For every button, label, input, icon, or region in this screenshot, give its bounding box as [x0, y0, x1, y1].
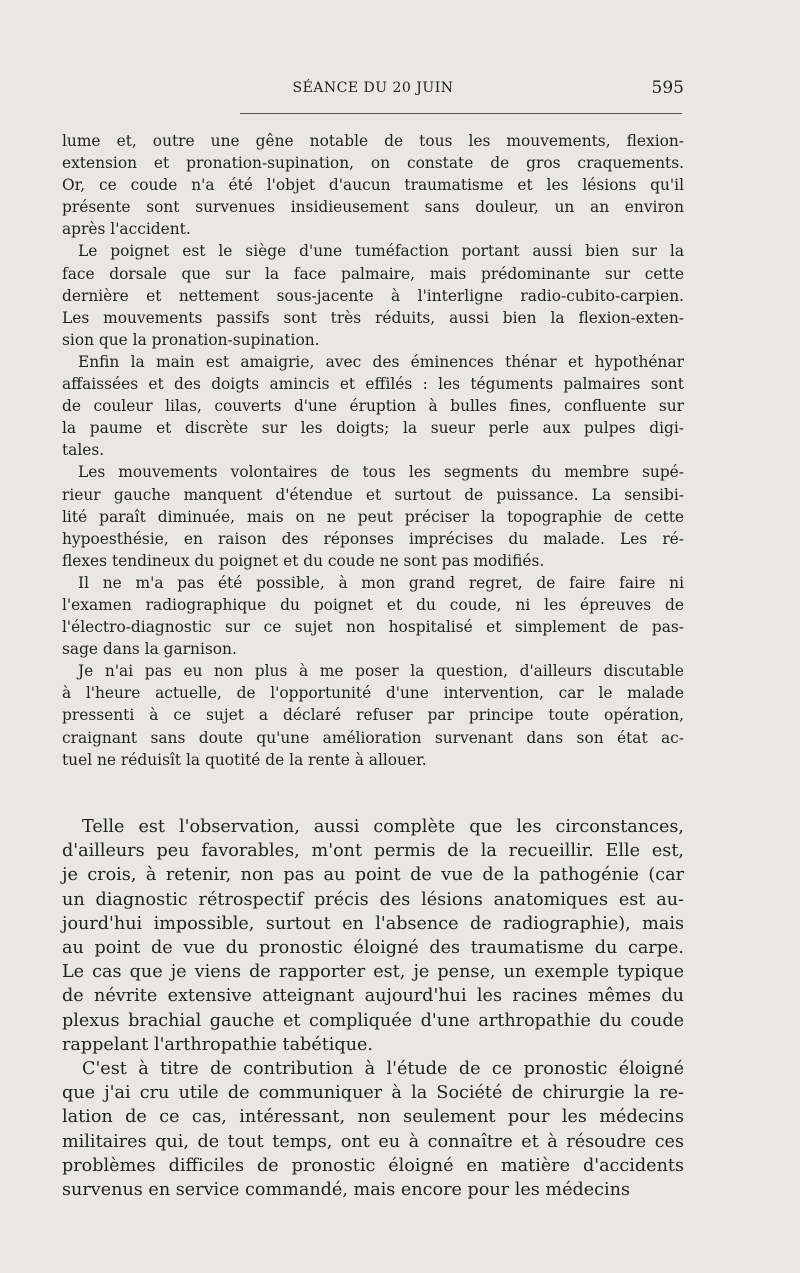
text-line: Telle est l'observation, aussi complète que les circonstances,: [82, 817, 684, 837]
text-line: Le cas que je viens de rapporter est, je pense, un exemple typique: [62, 962, 684, 983]
text-line: Les mouvements passifs sont très réduits, aussi bien la flexion-exten-: [62, 308, 684, 327]
main-text-section: [62, 815, 684, 1202]
text-line: que j'ai cru utile de communiquer à la Société de chirurgie la re-: [62, 1083, 684, 1104]
text-line: sage dans la garnison.: [62, 640, 237, 659]
text-line: tales.: [62, 441, 105, 460]
text-line: jourd'hui impossible, surtout en l'absence de radiographie), mais: [62, 913, 684, 934]
text-line: tuel ne réduisît la quotité de la rente à allouer.: [62, 750, 427, 769]
header-rule: [240, 113, 682, 114]
text-line: plexus brachial gauche et compliquée d'une arthropathie du coude: [62, 1010, 684, 1031]
text-line: Le poignet est le siège d'une tuméfaction portant aussi bien sur la: [78, 242, 684, 261]
text-line: Or, ce coude n'a été l'objet d'aucun traumatisme et les lésions qu'il: [62, 176, 684, 195]
text-line: militaires qui, de tout temps, ont eu à connaître et à résoudre ces: [62, 1131, 684, 1152]
text-line: hypoesthésie, en raison des réponses imprécises du malade. Les ré-: [62, 529, 684, 548]
paragraph: [62, 572, 684, 660]
text-line: face dorsale que sur la face palmaire, mais prédominante sur cette: [62, 264, 684, 283]
paragraph: [62, 815, 684, 1057]
text-line: lation de ce cas, intéressant, non seulement pour les médecins: [62, 1107, 684, 1128]
text-line: la paume et discrète sur les doigts; la sueur perle aux pulpes digi-: [62, 419, 684, 438]
text-line: C'est à titre de contribution à l'étude de ce pronostic éloigné: [82, 1059, 684, 1080]
paragraph: [62, 1057, 684, 1202]
paragraph: [62, 240, 684, 350]
text-line: lume et, outre une gêne notable de tous les mouvements, flexion-: [62, 132, 684, 150]
text-line: de couleur lilas, couverts d'une éruption à bulles fines, confluente sur: [62, 397, 684, 416]
page-number: 595: [651, 78, 684, 98]
text-line: survenus en service commandé, mais encore pour les médecins: [62, 1180, 630, 1201]
text-line: je crois, à retenir, non pas au point de vue de la pathogénie (car: [62, 865, 684, 886]
text-line: dernière et nettement sous-jacente à l'interligne radio-cubito-carpien.: [62, 286, 684, 305]
text-line: Les mouvements volontaires de tous les segments du membre supé-: [78, 463, 684, 482]
text-line: après l'accident.: [62, 220, 191, 239]
text-line: un diagnostic rétrospectif précis des lésions anatomiques est au-: [62, 889, 684, 910]
text-line: problèmes difficiles de pronostic éloigné en matière d'accidents: [62, 1155, 684, 1176]
paragraph: [62, 461, 684, 571]
running-title: SÉANCE DU 20 JUIN: [292, 80, 454, 96]
running-header: [62, 78, 684, 100]
paragraph: [62, 130, 684, 240]
text-line: l'électro-diagnostic sur ce sujet non hospitalisé et simplement de pas-: [62, 618, 684, 637]
text-line: lité paraît diminuée, mais on ne peut préciser la topographie de cette: [62, 507, 684, 526]
text-line: Il ne m'a pas été possible, à mon grand regret, de faire faire ni: [78, 573, 684, 592]
paragraph: [62, 351, 684, 461]
text-line: affaissées et des doigts amincis et effilés : les téguments palmaires sont: [62, 375, 684, 394]
text-line: présente sont survenues insidieusement sans douleur, un an environ: [62, 198, 684, 217]
text-line: l'examen radiographique du poignet et du coude, ni les épreuves de: [62, 595, 684, 614]
text-line: rieur gauche manquent d'étendue et surtout de puissance. La sensibi-: [62, 485, 684, 504]
text-line: à l'heure actuelle, de l'opportunité d'une intervention, car le malade: [62, 684, 684, 703]
text-line: craignant sans doute qu'une amélioration survenant dans son état ac-: [62, 728, 684, 747]
text-line: extension et pronation-supination, on constate de gros craquements.: [62, 154, 684, 173]
text-line: pressenti à ce sujet a déclaré refuser par principe toute opération,: [62, 706, 684, 725]
text-line: flexes tendineux du poignet et du coude ne sont pas modifiés.: [62, 551, 545, 570]
text-line: rappelant l'arthropathie tabétique.: [62, 1034, 374, 1055]
text-line: d'ailleurs peu favorables, m'ont permis de la recueillir. Elle est,: [62, 841, 684, 862]
text-line: au point de vue du pronostic éloigné des traumatisme du carpe.: [62, 938, 684, 959]
small-print-section: [62, 130, 684, 771]
text-line: sion que la pronation-supination.: [62, 330, 320, 349]
text-line: Je n'ai pas eu non plus à me poser la question, d'ailleurs discutable: [78, 662, 684, 681]
text-line: Enfin la main est amaigrie, avec des éminences thénar et hypothénar: [78, 352, 684, 371]
paragraph: [62, 660, 684, 770]
text-line: de névrite extensive atteignant aujourd'hui les racines mêmes du: [62, 986, 684, 1007]
